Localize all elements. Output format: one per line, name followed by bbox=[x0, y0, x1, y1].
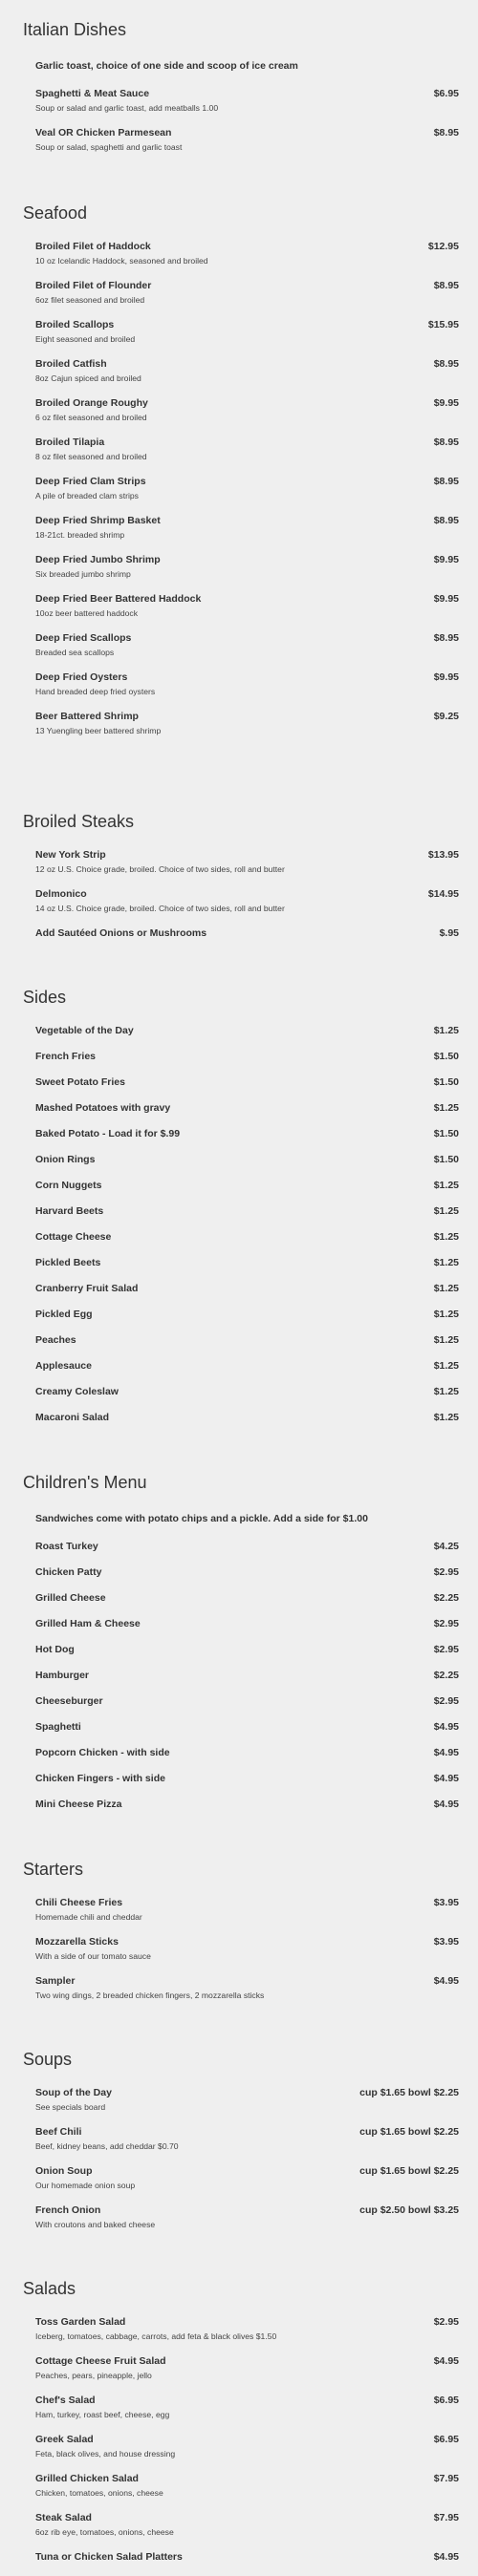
menu-item-price: $2.95 bbox=[433, 1644, 459, 1655]
menu-item bbox=[35, 630, 459, 658]
section-spacer bbox=[23, 2242, 459, 2272]
menu-item-name: Deep Fried Beer Battered Haddock bbox=[35, 593, 202, 605]
menu-item-row bbox=[35, 2510, 459, 2525]
menu-item-row bbox=[35, 2314, 459, 2330]
section-title: Broiled Steaks bbox=[23, 812, 135, 831]
menu-item-name: French Onion bbox=[35, 2204, 101, 2216]
menu-item-price: $3.95 bbox=[433, 1897, 459, 1908]
menu-item-name: Onion Soup bbox=[35, 2165, 93, 2177]
menu-item-name: Broiled Catfish bbox=[35, 358, 107, 370]
menu-item bbox=[35, 2471, 459, 2499]
menu-item bbox=[35, 513, 459, 541]
section-title: Seafood bbox=[23, 203, 88, 223]
menu-item-row bbox=[35, 1642, 459, 1657]
menu-item-price: $8.95 bbox=[433, 476, 459, 487]
menu-item-name: Mashed Potatoes with gravy bbox=[35, 1102, 171, 1114]
menu-item-name: Hot Dog bbox=[35, 1644, 75, 1655]
section-spacer bbox=[23, 748, 459, 805]
menu-item-price: $1.50 bbox=[433, 1128, 459, 1139]
menu-item bbox=[35, 1307, 459, 1332]
menu-item-price: $1.25 bbox=[433, 1334, 459, 1346]
menu-item-row bbox=[35, 2432, 459, 2447]
menu-item-name: Harvard Beets bbox=[35, 1205, 104, 1217]
menu-item-price: $4.95 bbox=[433, 2355, 459, 2367]
menu-item-description: 13 Yuengling beer battered shrimp bbox=[35, 726, 162, 735]
menu-item bbox=[35, 1934, 459, 1962]
menu-item-name: Broiled Filet of Flounder bbox=[35, 280, 152, 291]
menu-item bbox=[35, 317, 459, 345]
section-salads bbox=[0, 2272, 478, 2565]
menu-item-price: $9.95 bbox=[433, 554, 459, 565]
menu-item bbox=[35, 1973, 459, 2001]
menu-item-row bbox=[35, 709, 459, 724]
section-title: Italian Dishes bbox=[23, 20, 127, 39]
menu-item bbox=[35, 1410, 459, 1436]
menu-item-row bbox=[35, 1616, 459, 1631]
menu-item bbox=[35, 552, 459, 580]
menu-item-description: Our homemade onion soup bbox=[35, 2181, 136, 2190]
menu-item-price: $1.25 bbox=[433, 1412, 459, 1423]
menu-item-name: Spaghetti & Meat Sauce bbox=[35, 88, 150, 99]
menu-item-name: Pickled Beets bbox=[35, 1257, 101, 1268]
menu-item-row bbox=[35, 2393, 459, 2408]
menu-item-description: 6oz rib eye, tomatoes, onions, cheese bbox=[35, 2527, 174, 2537]
menu-item bbox=[35, 1590, 459, 1616]
menu-item-price: $1.50 bbox=[433, 1051, 459, 1062]
menu-item-description: 10 oz Icelandic Haddock, seasoned and broiled bbox=[35, 256, 208, 266]
menu-item bbox=[35, 1384, 459, 1410]
menu-item-name: Soup of the Day bbox=[35, 2087, 112, 2098]
menu-item-row bbox=[35, 1384, 459, 1399]
menu-item-name: Deep Fried Shrimp Basket bbox=[35, 515, 161, 526]
menu-item-row bbox=[35, 474, 459, 489]
menu-item-name: Broiled Scallops bbox=[35, 319, 115, 330]
menu-item-name: Delmonico bbox=[35, 888, 87, 900]
menu-item bbox=[35, 1229, 459, 1255]
menu-item-price: $4.95 bbox=[433, 1773, 459, 1784]
menu-item bbox=[35, 2314, 459, 2342]
menu-item-description: 10oz beer battered haddock bbox=[35, 608, 139, 618]
menu-item-price: $4.95 bbox=[433, 1721, 459, 1733]
menu-item-row bbox=[35, 1178, 459, 1193]
menu-item-name: Beef Chili bbox=[35, 2126, 82, 2138]
menu-item bbox=[35, 1693, 459, 1719]
section-starters bbox=[0, 1853, 478, 2043]
menu-item-price: $13.95 bbox=[427, 849, 459, 861]
menu-item-price: $1.25 bbox=[433, 1231, 459, 1243]
menu-item-description: 14 oz U.S. Choice grade, broiled. Choice of two sides, roll and butter bbox=[35, 904, 285, 913]
menu-item-row bbox=[35, 1590, 459, 1606]
menu-item-row bbox=[35, 435, 459, 450]
menu-item-row bbox=[35, 2085, 459, 2100]
menu-item bbox=[35, 435, 459, 462]
menu-item-row bbox=[35, 513, 459, 528]
menu-item-price: $8.95 bbox=[433, 632, 459, 644]
menu-item bbox=[35, 2353, 459, 2381]
menu-item-description: Iceberg, tomatoes, cabbage, carrots, add feta & black olives $1.50 bbox=[35, 2331, 277, 2341]
menu-item-price: $4.95 bbox=[433, 1799, 459, 1810]
menu-item bbox=[35, 1203, 459, 1229]
menu-item bbox=[35, 1642, 459, 1668]
menu-item-price: $1.25 bbox=[433, 1360, 459, 1372]
menu-item-description: 8oz Cajun spiced and broiled bbox=[35, 373, 141, 383]
menu-item-name: Sweet Potato Fries bbox=[35, 1076, 125, 1088]
menu-item bbox=[35, 2124, 459, 2152]
menu-item-row bbox=[35, 1668, 459, 1683]
menu-item-price: $6.95 bbox=[433, 2434, 459, 2445]
menu-item-row bbox=[35, 317, 459, 332]
menu-item-description: Homemade chili and cheddar bbox=[35, 1912, 142, 1922]
menu-item-row bbox=[35, 1358, 459, 1373]
menu-item-row bbox=[35, 1229, 459, 1245]
menu-item bbox=[35, 1152, 459, 1178]
menu-item-price: $9.25 bbox=[433, 711, 459, 722]
menu-item-name: Deep Fried Scallops bbox=[35, 632, 132, 644]
menu-item bbox=[35, 2510, 459, 2538]
menu-item-name: Broiled Orange Roughy bbox=[35, 397, 148, 409]
menu-item bbox=[35, 1565, 459, 1590]
menu-item bbox=[35, 86, 459, 114]
section-note: Sandwiches come with potato chips and a pickle. Add a side for $1.00 bbox=[35, 1513, 368, 1524]
menu-item-price: $6.95 bbox=[433, 2395, 459, 2406]
menu-item-description: Feta, black olives, and house dressing bbox=[35, 2449, 176, 2459]
menu-item bbox=[35, 1668, 459, 1693]
menu-item-description: 12 oz U.S. Choice grade, broiled. Choice of two sides, roll and butter bbox=[35, 864, 285, 874]
menu-item-row bbox=[35, 552, 459, 567]
menu-item-name: Grilled Ham & Cheese bbox=[35, 1618, 141, 1629]
menu-item-name: Chef's Salad bbox=[35, 2395, 96, 2406]
menu-item-row bbox=[35, 670, 459, 685]
menu-item bbox=[35, 1126, 459, 1152]
menu-item-name: Broiled Filet of Haddock bbox=[35, 241, 151, 252]
menu-item-price: $1.25 bbox=[433, 1309, 459, 1320]
menu-item-name: Popcorn Chicken - with side bbox=[35, 1747, 170, 1758]
menu-item-row bbox=[35, 886, 459, 902]
menu-item-row bbox=[35, 2163, 459, 2179]
menu-item bbox=[35, 709, 459, 736]
menu-item-description: Breaded sea scallops bbox=[35, 648, 115, 657]
menu-item-row bbox=[35, 1934, 459, 1949]
section-italian bbox=[0, 13, 478, 197]
menu-item-name: Applesauce bbox=[35, 1360, 92, 1372]
menu-item-row bbox=[35, 1075, 459, 1090]
menu-item-row bbox=[35, 86, 459, 101]
menu-item-row bbox=[35, 1049, 459, 1064]
menu-item-name: Chicken Patty bbox=[35, 1566, 102, 1578]
menu-item-name: Hamburger bbox=[35, 1670, 90, 1681]
section-spacer bbox=[23, 1436, 459, 1466]
menu-item-price: $1.25 bbox=[433, 1180, 459, 1191]
menu-item-row bbox=[35, 1152, 459, 1167]
menu-item-description: Hand breaded deep fried oysters bbox=[35, 687, 156, 696]
menu-item-price: $8.95 bbox=[433, 280, 459, 291]
menu-item-price: $14.95 bbox=[427, 888, 459, 900]
menu-item bbox=[35, 356, 459, 384]
menu-item-description: With a side of our tomato sauce bbox=[35, 1951, 151, 1961]
menu-item-description: With croutons and baked cheese bbox=[35, 2220, 156, 2229]
menu-item bbox=[35, 1281, 459, 1307]
menu-item-name: Deep Fried Clam Strips bbox=[35, 476, 146, 487]
menu-item-name: Cranberry Fruit Salad bbox=[35, 1283, 139, 1294]
menu-item-description: Soup or salad and garlic toast, add meatballs 1.00 bbox=[35, 103, 219, 113]
menu-item-description: Peaches, pears, pineapple, jello bbox=[35, 2371, 152, 2380]
menu-item-price: $12.95 bbox=[427, 241, 459, 252]
menu-item-name: Steak Salad bbox=[35, 2512, 92, 2523]
menu-item-price: $8.95 bbox=[433, 436, 459, 448]
menu-item bbox=[35, 591, 459, 619]
menu-item-row bbox=[35, 630, 459, 646]
menu-item bbox=[35, 1023, 459, 1049]
menu-item bbox=[35, 847, 459, 875]
menu-item-price: $3.95 bbox=[433, 1936, 459, 1948]
menu-item bbox=[35, 926, 459, 941]
menu-item-name: Grilled Cheese bbox=[35, 1592, 106, 1604]
menu-item bbox=[35, 1745, 459, 1771]
menu-item-description: 8 oz filet seasoned and broiled bbox=[35, 452, 147, 461]
menu-item-price: $4.25 bbox=[433, 1541, 459, 1552]
menu-item-price: $4.95 bbox=[433, 1747, 459, 1758]
menu-item-price: $2.95 bbox=[433, 2316, 459, 2328]
menu-item-name: Tuna or Chicken Salad Platters bbox=[35, 2551, 183, 2563]
menu-item-row bbox=[35, 1281, 459, 1296]
menu-item-name: Deep Fried Oysters bbox=[35, 671, 128, 683]
menu-item-price: $1.25 bbox=[433, 1102, 459, 1114]
menu-item-price: cup $1.65 bowl $2.25 bbox=[359, 2087, 459, 2098]
menu-item bbox=[35, 2549, 459, 2565]
menu-item-row bbox=[35, 2353, 459, 2369]
menu-item-description: A pile of breaded clam strips bbox=[35, 491, 139, 500]
menu-item-name: Creamy Coleslaw bbox=[35, 1386, 119, 1397]
section-spacer bbox=[23, 2012, 459, 2043]
menu-item-row bbox=[35, 1539, 459, 1554]
menu-item-name: Grilled Chicken Salad bbox=[35, 2473, 139, 2484]
menu-item bbox=[35, 1616, 459, 1642]
menu-item-row bbox=[35, 1719, 459, 1735]
menu-item-price: $2.95 bbox=[433, 1695, 459, 1707]
menu-item-description: Six breaded jumbo shrimp bbox=[35, 569, 131, 579]
menu-item-name: Toss Garden Salad bbox=[35, 2316, 126, 2328]
menu-item-row bbox=[35, 1895, 459, 1910]
section-note: Garlic toast, choice of one side and scoop of ice cream bbox=[35, 60, 298, 72]
section-children bbox=[0, 1466, 478, 1853]
menu-item-price: $.95 bbox=[439, 927, 459, 939]
menu-item-price: $6.95 bbox=[433, 88, 459, 99]
menu-item-row bbox=[35, 2471, 459, 2486]
menu-item-description: See specials board bbox=[35, 2102, 106, 2112]
menu-item-price: $9.95 bbox=[433, 593, 459, 605]
menu-item-name: Chili Cheese Fries bbox=[35, 1897, 123, 1908]
menu-item-price: $8.95 bbox=[433, 515, 459, 526]
section-spacer bbox=[23, 1822, 459, 1853]
menu-item bbox=[35, 1255, 459, 1281]
menu-item-row bbox=[35, 1203, 459, 1219]
menu-item-name: French Fries bbox=[35, 1051, 97, 1062]
menu-item-row bbox=[35, 125, 459, 140]
menu-item bbox=[35, 1771, 459, 1797]
menu-item-row bbox=[35, 2203, 459, 2218]
menu-item-description: Soup or salad, spaghetti and garlic toast bbox=[35, 142, 183, 152]
menu-item-row bbox=[35, 1126, 459, 1141]
menu-item bbox=[35, 886, 459, 914]
menu-item bbox=[35, 125, 459, 153]
menu-item-description: Beef, kidney beans, add cheddar $0.70 bbox=[35, 2141, 179, 2151]
menu-item bbox=[35, 1895, 459, 1923]
menu-item-price: $7.95 bbox=[433, 2473, 459, 2484]
menu-item-name: Spaghetti bbox=[35, 1721, 81, 1733]
menu-item-price: cup $2.50 bowl $3.25 bbox=[359, 2204, 459, 2216]
menu-item bbox=[35, 1797, 459, 1822]
menu-item-row bbox=[35, 395, 459, 411]
menu-item-price: $4.95 bbox=[433, 1975, 459, 1987]
menu-item-name: Cheeseburger bbox=[35, 1695, 103, 1707]
menu-item-name: Mozzarella Sticks bbox=[35, 1936, 119, 1948]
menu-item-description: Ham, turkey, roast beef, cheese, egg bbox=[35, 2410, 170, 2419]
menu-item-name: Add Sautéed Onions or Mushrooms bbox=[35, 927, 207, 939]
menu-item bbox=[35, 1178, 459, 1203]
menu-item-description: Chicken, tomatoes, onions, cheese bbox=[35, 2488, 163, 2498]
menu-item-price: $1.50 bbox=[433, 1154, 459, 1165]
menu-item-name: Veal OR Chicken Parmesean bbox=[35, 127, 172, 138]
menu-item-name: Onion Rings bbox=[35, 1154, 96, 1165]
menu-item bbox=[35, 2203, 459, 2230]
menu-item-name: Mini Cheese Pizza bbox=[35, 1799, 122, 1810]
menu-item bbox=[35, 2163, 459, 2191]
menu-item-description: 18-21ct. breaded shrimp bbox=[35, 530, 125, 540]
menu-item bbox=[35, 1358, 459, 1384]
menu-item-name: Beer Battered Shrimp bbox=[35, 711, 139, 722]
menu-item-price: $1.25 bbox=[433, 1257, 459, 1268]
section-title: Children's Menu bbox=[23, 1473, 147, 1492]
section-spacer bbox=[23, 952, 459, 981]
section-steaks bbox=[0, 805, 478, 981]
menu-item-price: $1.25 bbox=[433, 1205, 459, 1217]
menu-item-price: $4.95 bbox=[433, 2551, 459, 2563]
menu-item-row bbox=[35, 1745, 459, 1760]
menu-item-name: Baked Potato - Load it for $.99 bbox=[35, 1128, 181, 1139]
menu-item-row bbox=[35, 2124, 459, 2140]
menu-item-row bbox=[35, 591, 459, 607]
menu-item-name: Sampler bbox=[35, 1975, 76, 1987]
menu-item-name: Broiled Tilapia bbox=[35, 436, 105, 448]
menu-item-description: Two wing dings, 2 breaded chicken fingers, 2 mozzarella sticks bbox=[35, 1991, 265, 2000]
menu-item bbox=[35, 1719, 459, 1745]
menu-item-price: $8.95 bbox=[433, 127, 459, 138]
menu-item-row bbox=[35, 1332, 459, 1348]
section-title: Salads bbox=[23, 2279, 76, 2298]
menu-item-name: Deep Fried Jumbo Shrimp bbox=[35, 554, 161, 565]
menu-item-name: Cottage Cheese bbox=[35, 1231, 112, 1243]
menu-item-name: Chicken Fingers - with side bbox=[35, 1773, 165, 1784]
menu-item-price: cup $1.65 bowl $2.25 bbox=[359, 2126, 459, 2138]
menu-item bbox=[35, 1049, 459, 1075]
menu-item-price: $8.95 bbox=[433, 358, 459, 370]
menu-item-price: $15.95 bbox=[427, 319, 459, 330]
section-seafood bbox=[0, 197, 478, 805]
menu-item bbox=[35, 395, 459, 423]
menu-item-row bbox=[35, 1797, 459, 1812]
menu-item bbox=[35, 670, 459, 697]
menu-item-name: Roast Turkey bbox=[35, 1541, 98, 1552]
menu-item bbox=[35, 1100, 459, 1126]
menu-item bbox=[35, 2393, 459, 2420]
section-sides bbox=[0, 981, 478, 1466]
menu-item-price: cup $1.65 bowl $2.25 bbox=[359, 2165, 459, 2177]
menu-item-row bbox=[35, 1023, 459, 1038]
menu-item-name: Peaches bbox=[35, 1334, 76, 1346]
menu-item-name: Pickled Egg bbox=[35, 1309, 93, 1320]
menu-item-row bbox=[35, 1973, 459, 1989]
menu-item-price: $1.25 bbox=[433, 1283, 459, 1294]
section-title: Starters bbox=[23, 1860, 84, 1879]
menu-item-row bbox=[35, 1255, 459, 1270]
menu-item bbox=[35, 1332, 459, 1358]
menu-item-price: $1.25 bbox=[433, 1025, 459, 1036]
menu-item-name: New York Strip bbox=[35, 849, 106, 861]
menu-item-name: Cottage Cheese Fruit Salad bbox=[35, 2355, 166, 2367]
section-title: Soups bbox=[23, 2050, 73, 2069]
menu-item-row bbox=[35, 1410, 459, 1425]
menu-item-description: Eight seasoned and broiled bbox=[35, 334, 136, 344]
menu-item-description: 6oz filet seasoned and broiled bbox=[35, 295, 145, 305]
menu-item-row bbox=[35, 2549, 459, 2565]
menu-item bbox=[35, 2432, 459, 2459]
menu-item-price: $2.95 bbox=[433, 1618, 459, 1629]
menu-item-name: Greek Salad bbox=[35, 2434, 94, 2445]
menu-item-row bbox=[35, 1307, 459, 1322]
menu-item bbox=[35, 474, 459, 501]
menu-item bbox=[35, 1075, 459, 1100]
menu-item-row bbox=[35, 1693, 459, 1709]
menu-item-price: $1.50 bbox=[433, 1076, 459, 1088]
menu-item-row bbox=[35, 1100, 459, 1116]
menu-item bbox=[35, 2085, 459, 2113]
menu-item-name: Corn Nuggets bbox=[35, 1180, 102, 1191]
menu-item bbox=[35, 239, 459, 266]
menu-item-row bbox=[35, 926, 459, 941]
menu-item-row bbox=[35, 847, 459, 862]
section-soups bbox=[0, 2043, 478, 2272]
menu-item-price: $2.95 bbox=[433, 1566, 459, 1578]
menu-item-price: $7.95 bbox=[433, 2512, 459, 2523]
section-title: Sides bbox=[23, 988, 67, 1007]
menu-item bbox=[35, 1539, 459, 1565]
menu-item-description: 6 oz filet seasoned and broiled bbox=[35, 413, 147, 422]
menu-item-price: $2.25 bbox=[433, 1592, 459, 1604]
menu-item bbox=[35, 278, 459, 306]
section-spacer bbox=[23, 164, 459, 197]
menu-item-row bbox=[35, 356, 459, 372]
menu-item-row bbox=[35, 1771, 459, 1786]
menu-item-price: $9.95 bbox=[433, 397, 459, 409]
menu-item-name: Vegetable of the Day bbox=[35, 1025, 134, 1036]
menu-item-row bbox=[35, 239, 459, 254]
menu-item-row bbox=[35, 278, 459, 293]
menu-item-name: Macaroni Salad bbox=[35, 1412, 110, 1423]
menu-item-row bbox=[35, 1565, 459, 1580]
menu-item-price: $2.25 bbox=[433, 1670, 459, 1681]
menu-item-price: $1.25 bbox=[433, 1386, 459, 1397]
menu-item-price: $9.95 bbox=[433, 671, 459, 683]
